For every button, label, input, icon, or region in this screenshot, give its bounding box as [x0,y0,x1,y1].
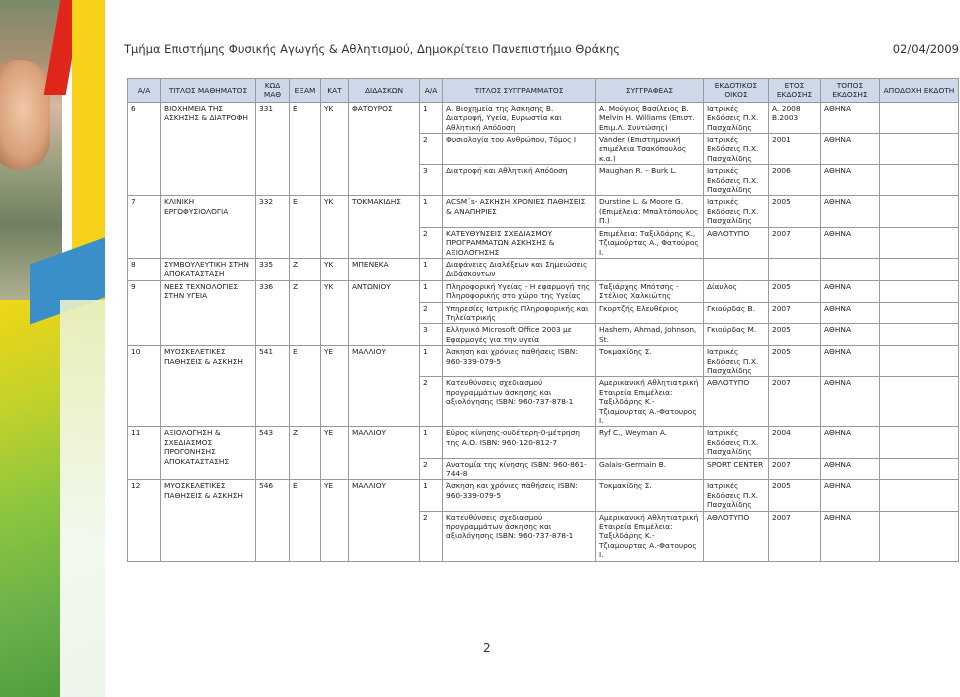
book-author: Γκορτζής Ελευθέριος [596,302,704,324]
book-title: Α. Βιοχημεία της Άσκησης Β. Διατροφή, Υγεία, Ευρωστία και Αθλητική Απόδοση [443,102,596,133]
book-number: 2 [420,511,443,561]
book-title: Διαφάνειες Διαλέξεων και Σημειώσεις Διδάσκοντων [443,258,596,280]
book-author: Αμερικανική Αθλητιατρική Εταιρεία Επιμέλεια: Ταξιλδάρης Κ.- Τζιαμουρτας Α.-Φατουρος Ι. [596,511,704,561]
book-number: 2 [420,134,443,165]
table-row [128,196,959,227]
book-place: ΑΘΗΝΑ [821,280,880,302]
column-header: ΕΤΟΣ ΕΚΔΟΣΗΣ [769,79,821,103]
book-publisher [704,258,769,280]
course-code: 543 [256,427,290,480]
course-teacher: ΜΑΛΛΙΟΥ [349,346,420,427]
book-author: Hashem, Ahmad, Johnson, St. [596,324,704,346]
book-number: 1 [420,346,443,377]
book-place: ΑΘΗΝΑ [821,165,880,196]
publisher-acceptance [880,377,959,427]
book-year: 2005 [769,324,821,346]
book-year: 2005 [769,196,821,227]
book-number: 2 [420,377,443,427]
course-teacher: ΜΑΛΛΙΟΥ [349,427,420,480]
book-year: 2005 [769,280,821,302]
course-semester: Ζ [290,280,321,345]
book-number: 2 [420,458,443,480]
column-header: ΑΠΟΔΟΧΗ ΕΚΔΟΤΗ [880,79,959,103]
decorative-side-banner [0,0,105,697]
course-category: ΥΕ [321,480,349,561]
book-year: 2005 [769,346,821,377]
book-publisher: Ιατρικές Εκδόσεις Π.Χ. Πασχαλίδης [704,196,769,227]
book-publisher: Γκιούρδας Μ. [704,324,769,346]
book-year: 2007 [769,227,821,258]
book-author: Ταξιάρχης Μπότσης - Στέλιος Χαλκιώτης [596,280,704,302]
publisher-acceptance [880,480,959,511]
course-category: ΥΕ [321,427,349,480]
book-number: 1 [420,280,443,302]
course-category: ΥΚ [321,280,349,345]
book-author: Ryf C., Weyman A. [596,427,704,458]
course-number: 11 [128,427,161,480]
column-header: ΤΙΤΛΟΣ ΣΥΓΓΡΑΜΜΑΤΟΣ [443,79,596,103]
course-title: ΜΥΟΣΚΕΛΕΤΙΚΕΣ ΠΑΘΗΣΕΙΣ & ΑΣΚΗΣΗ [161,346,256,427]
book-place: ΑΘΗΝΑ [821,458,880,480]
book-publisher: Ιατρικές Εκδόσεις Π.Χ. Πασχαλίδης [704,427,769,458]
publisher-acceptance [880,302,959,324]
book-author: Αμερικανική Αθλητιατρική Εταιρεία Επιμέλεια: Ταξιλδάρης Κ.- Τζιαμουρτας Α.-Φατουρος Ι. [596,377,704,427]
book-title: Υπηρεσίες Ιατρικής Πληροφορικής και Τηλεϊατρικής [443,302,596,324]
book-author: Maughan R. – Burk L. [596,165,704,196]
book-place: ΑΘΗΝΑ [821,480,880,511]
course-semester: Ε [290,346,321,427]
table-row [128,427,959,458]
book-publisher: ΑΘΛΟΤΥΠΟ [704,511,769,561]
book-place: ΑΘΗΝΑ [821,227,880,258]
publisher-acceptance [880,511,959,561]
book-title: ΚΑΤΕΥΘΥΝΣΕΙΣ ΣΧΕΔΙΑΣΜΟΥ ΠΡΟΓΡΑΜΜΑΤΩΝ ΑΣΚΗΣΗΣ & ΑΞΙΟΛΟΓΗΣΗΣ [443,227,596,258]
book-author: Επιμέλεια: Ταξιλδάρης Κ., Τζιαμούρτας Α., Φατούρος Ι. [596,227,704,258]
book-publisher: Γκιούρδας Β. [704,302,769,324]
course-title: ΝΕΕΣ ΤΕΧΝΟΛΟΓΙΕΣ ΣΤΗΝ ΥΓΕΙΑ [161,280,256,345]
book-year: 2007 [769,377,821,427]
book-number: 1 [420,196,443,227]
book-author: Α. Μούγιος Βασίλειος Β. Melvin H. Williams (Επιστ. Επιμ.Λ. Συντώσης) [596,102,704,133]
course-semester: Ζ [290,427,321,480]
course-teacher: ΜΑΛΛΙΟΥ [349,480,420,561]
book-place: ΑΘΗΝΑ [821,427,880,458]
book-year: 2007 [769,302,821,324]
book-number: 1 [420,427,443,458]
book-year: 2006 [769,165,821,196]
course-semester: Ε [290,196,321,258]
book-publisher: ΑΘΛΟΤΥΠΟ [704,227,769,258]
book-title: Φυσιολογία του Ανθρώπου, Τόμος Ι [443,134,596,165]
course-number: 10 [128,346,161,427]
column-header: ΕΞΑΜ [290,79,321,103]
book-place [821,258,880,280]
column-header: ΚΩΔ ΜΑΘ [256,79,290,103]
book-number: 1 [420,480,443,511]
page-number: 2 [483,641,491,655]
book-title: Ελληνικό Microsoft Office 2003 με Εφαρμογές για την υγεία [443,324,596,346]
publisher-acceptance [880,346,959,377]
column-header: Α/Α [420,79,443,103]
book-title: Διατροφή και Αθλητική Απόδοση [443,165,596,196]
student-face-image [0,60,50,170]
book-number: 2 [420,302,443,324]
course-teacher: ΜΠΕΝΕΚΑ [349,258,420,280]
course-teacher: ΤΟΚΜΑΚΙΔΗΣ [349,196,420,258]
course-number: 9 [128,280,161,345]
book-place: ΑΘΗΝΑ [821,324,880,346]
book-author: Durstine L. & Moore G. (Επιμέλεια: Μπαλτόπουλος Π.) [596,196,704,227]
book-number: 3 [420,324,443,346]
book-year: Α. 2008 Β.2003 [769,102,821,133]
book-year: 2001 [769,134,821,165]
table-row [128,258,959,280]
course-teacher: ΑΝΤΩΝΙΟΥ [349,280,420,345]
book-place: ΑΘΗΝΑ [821,511,880,561]
column-header: ΚΑΤ [321,79,349,103]
course-title: ΒΙΟΧΗΜΕΙΑ ΤΗΣ ΑΣΚΗΣΗΣ & ΔΙΑΤΡΟΦΗ [161,102,256,196]
publisher-acceptance [880,427,959,458]
book-place: ΑΘΗΝΑ [821,134,880,165]
course-number: 8 [128,258,161,280]
book-number: 2 [420,227,443,258]
book-publisher: Ιατρικές Εκδόσεις Π.Χ. Πασχαλίδης [704,346,769,377]
book-publisher: SPORT CENTER [704,458,769,480]
book-year: 2007 [769,511,821,561]
book-number: 1 [420,102,443,133]
course-code: 332 [256,196,290,258]
book-place: ΑΘΗΝΑ [821,302,880,324]
publisher-acceptance [880,324,959,346]
column-header: ΣΥΓΓΡΑΦΕΑΣ [596,79,704,103]
column-header: Α/Α [128,79,161,103]
course-category: ΥΚ [321,258,349,280]
column-header: ΤΟΠΟΣ ΕΚΔΟΣΗΣ [821,79,880,103]
course-semester: Ε [290,102,321,196]
department-title: Τμήμα Επιστήμης Φυσικής Αγωγής & Αθλητισμού, Δημοκρίτειο Πανεπιστήμιο Θράκης [124,42,621,56]
course-title: ΑΞΙΟΛΟΓΗΣΗ & ΣΧΕΔΙΑΣΜΟΣ ΠΡΟΓΟΝΗΣΗΣ ΑΠΟΚΑΤΑΣΤΑΣΗΣ [161,427,256,480]
publisher-acceptance [880,280,959,302]
column-header: ΕΚΔΟΤΙΚΟΣ ΟΙΚΟΣ [704,79,769,103]
table-header-row [128,79,959,103]
column-header: ΔΙΔΑΣΚΩΝ [349,79,420,103]
book-publisher: Ιατρικές Εκδόσεις Π.Χ. Πασχαλίδης [704,102,769,133]
book-title: ACSM΄s- ΑΣΚΗΣΗ ΧΡΟΝΙΕΣ ΠΑΘΗΣΕΙΣ & ΑΝΑΠΗΡΙΕΣ [443,196,596,227]
publisher-acceptance [880,227,959,258]
course-code: 541 [256,346,290,427]
course-code: 336 [256,280,290,345]
table-row [128,280,959,302]
course-category: ΥΚ [321,102,349,196]
book-publisher: Ιατρικές Εκδόσεις Π.Χ. Πασχαλίδης [704,480,769,511]
table-row [128,346,959,377]
book-year: 2005 [769,480,821,511]
book-publisher: Δίαυλος [704,280,769,302]
publisher-acceptance [880,258,959,280]
course-semester: Ε [290,480,321,561]
book-title: Άσκηση και χρόνιες παθήσεις ISBN: 960-339-079-5 [443,480,596,511]
book-author: Vander (Επιστημονική επιμέλεια Τσακόπουλος κ.α.) [596,134,704,165]
book-place: ΑΘΗΝΑ [821,102,880,133]
book-publisher: ΑΘΛΟΤΥΠΟ [704,377,769,427]
book-publisher: Ιατρικές Εκδόσεις Π.Χ. Πασχαλίδης [704,165,769,196]
publisher-acceptance [880,458,959,480]
textbooks-table [127,78,959,562]
publisher-acceptance [880,134,959,165]
book-title: Άσκηση και χρόνιες παθήσεις ISBN: 960-339-079-5 [443,346,596,377]
column-header: ΤΙΤΛΟΣ ΜΑΘΗΜΑΤΟΣ [161,79,256,103]
course-title: ΣΥΜΒΟΥΛΕΥΤΙΚΗ ΣΤΗΝ ΑΠΟΚΑΤΑΣΤΑΣΗ [161,258,256,280]
course-number: 7 [128,196,161,258]
course-number: 12 [128,480,161,561]
book-author: Τοκμακίδης Σ. [596,480,704,511]
book-publisher: Ιατρικές Εκδόσεις Π.Χ. Πασχαλίδης [704,134,769,165]
book-title: Κατευθύνσεις σχεδιασμού προγραμμάτων άσκησης και αξιολόγησης ISBN: 960-737-878-1 [443,511,596,561]
book-number: 1 [420,258,443,280]
book-author: Galais-Germain B. [596,458,704,480]
course-title: ΜΥΟΣΚΕΛΕΤΙΚΕΣ ΠΑΘΗΣΕΙΣ & ΑΣΚΗΣΗ [161,480,256,561]
publisher-acceptance [880,165,959,196]
course-teacher: ΦΑΤΟΥΡΟΣ [349,102,420,196]
course-code: 335 [256,258,290,280]
publisher-acceptance [880,102,959,133]
document-date: 02/04/2009 [892,42,959,56]
book-title: Κατευθύνσεις σχεδιασμού προγραμμάτων άσκησης και αξιολόγησης ISBN: 960-737-878-1 [443,377,596,427]
book-place: ΑΘΗΝΑ [821,346,880,377]
course-category: ΥΕ [321,346,349,427]
book-place: ΑΘΗΝΑ [821,377,880,427]
book-title: Εύρος κίνησης-ουδέτερη-0-μέτρηση της Α.Ο. ISBN: 960-120-812-7 [443,427,596,458]
book-year [769,258,821,280]
book-author: Τοκμακίδης Σ. [596,346,704,377]
book-author [596,258,704,280]
book-title: Πληροφορική Υγείας - Η εφαρμογή της Πληροφορικής στο χώρο της Υγείας [443,280,596,302]
book-year: 2007 [769,458,821,480]
table-row [128,480,959,511]
book-year: 2004 [769,427,821,458]
course-category: ΥΚ [321,196,349,258]
course-title: ΚΛΙΝΙΚΗ ΕΡΓΟΦΥΣΙΟΛΟΓΙΑ [161,196,256,258]
course-code: 331 [256,102,290,196]
book-number: 3 [420,165,443,196]
table-row [128,102,959,133]
publisher-acceptance [880,196,959,227]
white-band [60,300,105,697]
course-semester: Ζ [290,258,321,280]
course-number: 6 [128,102,161,196]
book-title: Ανατομία της κίνησης ISBN: 960-861-744-8 [443,458,596,480]
course-code: 546 [256,480,290,561]
book-place: ΑΘΗΝΑ [821,196,880,227]
